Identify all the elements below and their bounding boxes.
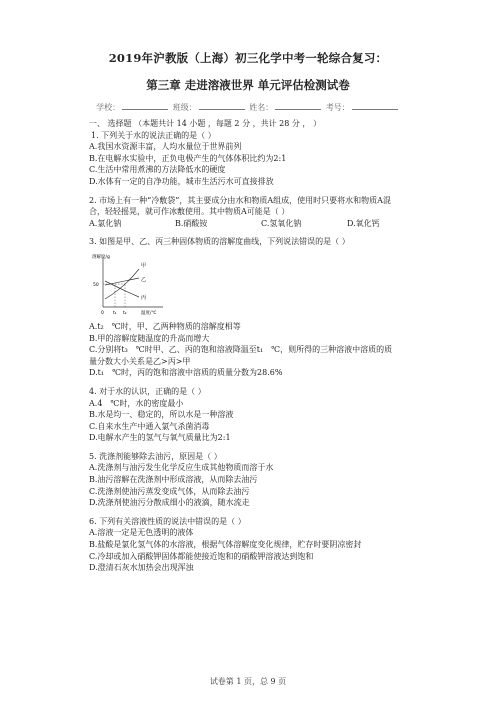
option-b: B.硝酸铵 bbox=[175, 218, 208, 228]
x-tick-t1: t₁ bbox=[113, 310, 117, 316]
school-label: 学校： bbox=[96, 103, 121, 112]
option-c: C.氢氧化钠 bbox=[261, 218, 302, 228]
option-c: C.自来水生产中通入氯气杀菌消毒 bbox=[89, 421, 210, 431]
option-d: D.电解水产生的氢气与氧气质量比为2:1 bbox=[89, 433, 231, 443]
option-a: A.氯化钠 bbox=[89, 218, 122, 228]
option-a: A.4 ℃时，水的密度最小 bbox=[89, 398, 184, 408]
class-blank bbox=[199, 101, 245, 110]
question-4 bbox=[89, 386, 429, 444]
option-a: A.洗涤剂与油污发生化学反应生成其他物质而溶于水 bbox=[89, 463, 274, 473]
x-axis-label: 温度/℃ bbox=[141, 310, 157, 316]
option-a: A.t₂ ℃时，甲、乙两种物质的溶解度相等 bbox=[89, 321, 241, 331]
option-c-cont: 量分数大小关系是乙>丙>甲 bbox=[89, 356, 191, 366]
question-6 bbox=[89, 516, 429, 574]
exam-content bbox=[89, 118, 429, 574]
option-d: D.水体有一定的自净功能，城市生活污水可直接排放 bbox=[89, 176, 274, 186]
option-d: D.氧化钙 bbox=[347, 218, 380, 228]
x-tick-t2: t₂ bbox=[123, 310, 127, 316]
options-row bbox=[89, 218, 429, 230]
series-label-jia: 甲 bbox=[141, 262, 147, 269]
option-c: C.冷却或加入硝酸钾固体都能使接近饱和的硝酸钾溶液达到饱和 bbox=[89, 551, 314, 561]
option-c: C.生活中常用煮沸的方法降低水的硬度 bbox=[89, 165, 226, 175]
series-label-yi: 乙 bbox=[141, 276, 147, 283]
question-5 bbox=[89, 451, 429, 509]
question-1 bbox=[89, 130, 429, 188]
exam-subtitle: 第三章 走进溶液世界 单元评估检测试卷 bbox=[146, 78, 350, 92]
x-tick-0: 0 bbox=[101, 310, 104, 316]
name-label: 姓名： bbox=[249, 103, 274, 112]
option-d: D.t₁ ℃时，丙的饱和溶液中溶质的质量分数为28.6% bbox=[89, 368, 283, 378]
option-b: B.盐酸是氯化氢气体的水溶液，根据气体溶解度变化规律，贮存时要阴凉密封 bbox=[89, 540, 362, 550]
solubility-chart bbox=[91, 251, 181, 319]
exam-title: 2019年沪教版（上海）初三化学中考一轮综合复习： bbox=[108, 51, 388, 65]
question-2 bbox=[89, 195, 429, 230]
option-d: D.洗涤剂使油污分散成细小的液滴，随水流走 bbox=[89, 498, 250, 508]
option-b: B.水是均一、稳定的，所以水是一种溶液 bbox=[89, 410, 234, 420]
curve-bing bbox=[105, 281, 139, 297]
question-3 bbox=[89, 236, 429, 379]
page-footer: 试卷第 1 页，总 9 页 bbox=[209, 677, 287, 686]
option-a: A.我国水资源丰富，人均水量位于世界前列 bbox=[89, 142, 242, 152]
class-label: 班级： bbox=[172, 103, 197, 112]
question-stem: 1. 下列关于水的说法正确的是（ ） bbox=[91, 130, 216, 140]
solubility-chart-svg bbox=[91, 251, 181, 319]
option-c: C.洗涤剂使油污蒸发变成气体，从而除去油污 bbox=[89, 486, 250, 496]
y-tick-50: 50 bbox=[93, 282, 99, 288]
student-info-line bbox=[0, 101, 496, 113]
option-d: D.澄清石灰水加热会出现浑浊 bbox=[89, 563, 194, 573]
option-b: B.甲的溶解度随温度的升高而增大 bbox=[89, 333, 210, 343]
section-heading: 一、 选择题 （本题共计 14 小题 ，每题 2 分 ，共计 28 分 ， ） bbox=[89, 119, 321, 128]
y-axis-label: 溶解度/g bbox=[92, 254, 110, 260]
option-b: B.油污溶解在洗涤剂中形成溶液，从而除去油污 bbox=[89, 475, 258, 485]
question-stem: 3. 如图是甲、乙、丙三种固体物质的溶解度曲线，下列说法错误的是（ ） bbox=[89, 237, 350, 247]
id-label: 考号： bbox=[325, 103, 350, 112]
id-blank bbox=[352, 101, 398, 110]
question-stem: 2. 市场上有一种“冷敷袋”，其主要成分由水和物质A组成，使用时只要将水和物质A混 bbox=[89, 195, 391, 205]
question-stem: 5. 洗涤剂能够除去油污，原因是（ ） bbox=[89, 451, 222, 461]
name-blank bbox=[275, 101, 321, 110]
option-b: B.在电解水实验中，正负电极产生的气体体积比约为2:1 bbox=[89, 153, 287, 163]
question-stem: 6. 下列有关溶液性质的说法中错误的是（ ） bbox=[89, 516, 246, 526]
option-a: A.溶液一定是无色透明的液体 bbox=[89, 528, 194, 538]
option-c: C.分别将t₃ ℃时甲、乙、丙的饱和溶液降温至t₁ ℃，则所得的三种溶液中溶质的质 bbox=[89, 345, 393, 355]
series-label-bing: 丙 bbox=[141, 294, 147, 301]
school-blank bbox=[122, 101, 168, 110]
question-stem-cont: 合，轻轻摇晃，就可作冰敷使用。其中物质A可能是（ ） bbox=[89, 207, 290, 217]
question-stem: 4. 对于水的认识，正确的是（ ） bbox=[89, 386, 206, 396]
